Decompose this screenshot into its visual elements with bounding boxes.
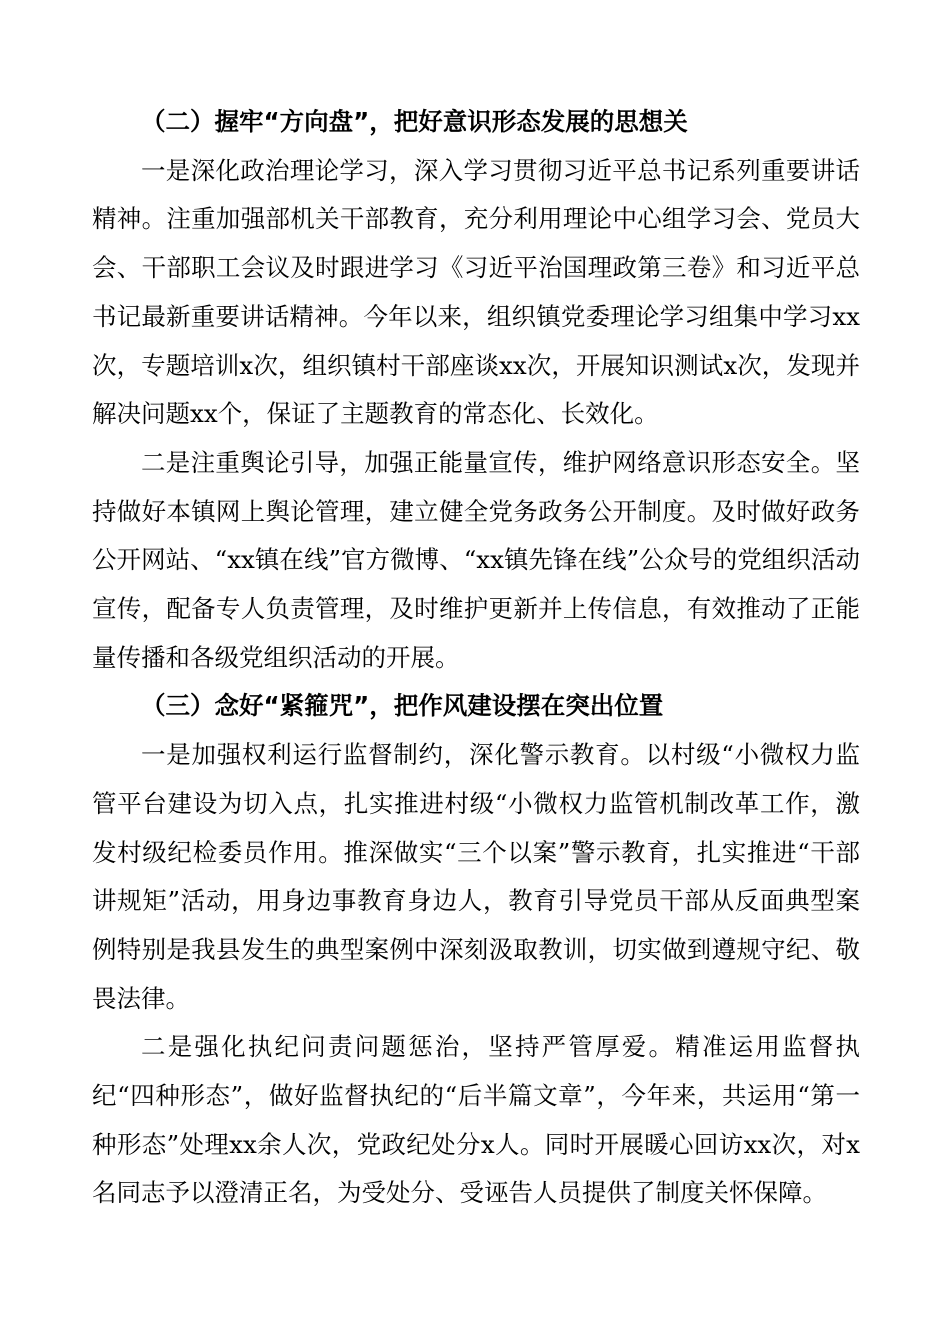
document-body: [92, 98, 860, 1218]
paragraph: 一是深化政治理论学习，深入学习贯彻习近平总书记系列重要讲话精神。注重加强部机关干部教育，充分利用理论中心组学习会、党员大会、干部职工会议及时跟进学习《习近平治国理政第三卷》和习近平总书记最新重要讲话精神。今年以来，组织镇党委理论学习组集中学习xx次，专题培训x次，组织镇村干部座谈xx次，开展知识测试x次，发现并解决问题xx个，保证了主题教育的常态化、长效化。: [92, 155, 860, 429]
paragraph: 一是加强权利运行监督制约，深化警示教育。以村级“小微权力监管平台建设为切入点，扎实推进村级“小微权力监管机制改革工作，激发村级纪检委员作用。推深做实“三个以案”警示教育，扎实推进“干部讲规矩”活动，用身边事教育身边人，教育引导党员干部从反面典型案例特别是我县发生的典型案例中深刻汲取教训，切实做到遵规守纪、敬畏法律。: [92, 740, 860, 1013]
paragraph: 二是注重舆论引导，加强正能量宣传，维护网络意识形态安全。坚持做好本镇网上舆论管理，建立健全党务政务公开制度。及时做好政务公开网站、“xx镇在线”官方微博、“xx镇先锋在线”公众号的党组织活动宣传，配备专人负责管理，及时维护更新并上传信息，有效推动了正能量传播和各级党组织活动的开展。: [92, 447, 860, 672]
section-heading: （二）握牢“方向盘”，把好意识形态发展的思想关: [141, 107, 688, 136]
section-heading: （三）念好“紧箍咒”，把作风建设摆在突出位置: [141, 691, 664, 721]
paragraph: 二是强化执纪问责问题惩治，坚持严管厚爱。精准运用监督执纪“四种形态”，做好监督执纪的“后半篇文章”，今年来，共运用“第一种形态”处理xx余人次，党政纪处分x人。同时开展暖心回访xx次，对x名同志予以澄清正名，为受处分、受诬告人员提供了制度关怀保障。: [92, 1032, 860, 1208]
